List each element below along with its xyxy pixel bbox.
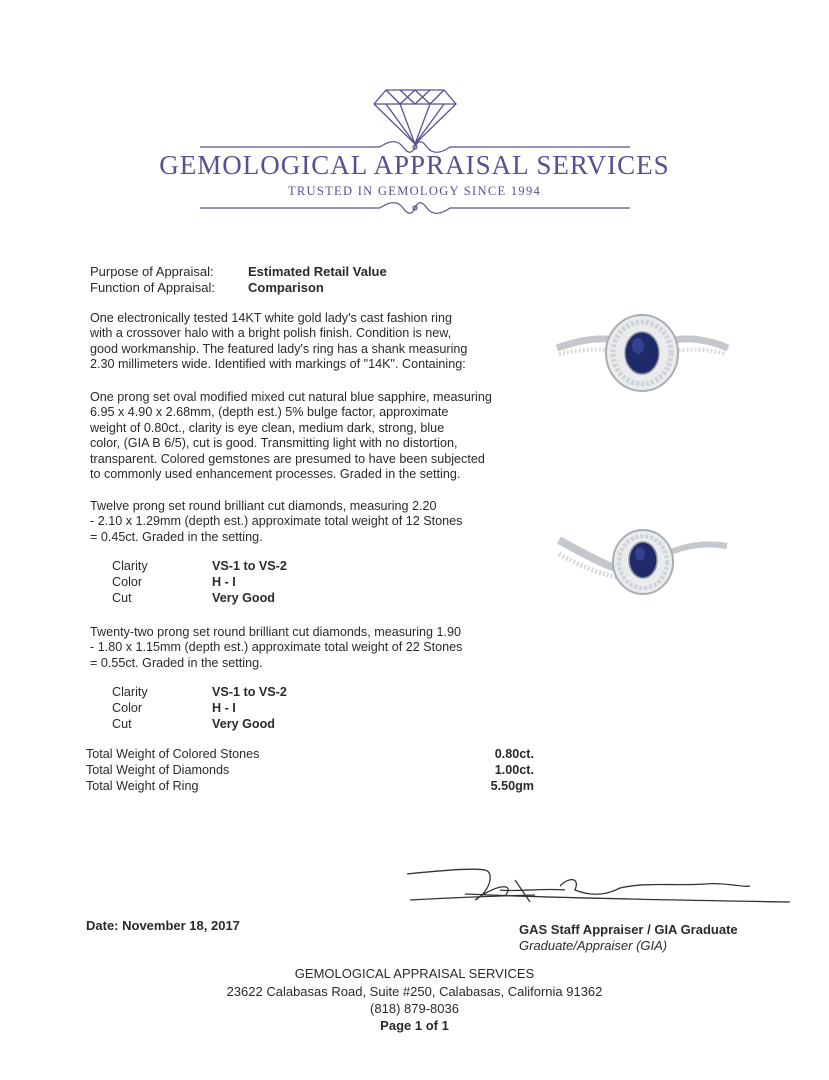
grade-row bbox=[112, 684, 412, 700]
grade-value: H - I bbox=[212, 575, 236, 589]
grade-value: VS-1 to VS-2 bbox=[212, 559, 287, 573]
total-value: 1.00ct. bbox=[494, 763, 534, 777]
ornament-bottom bbox=[200, 201, 630, 215]
text-line: 2.30 millimeters wide. Identified with markings of "14K". Containing: bbox=[90, 357, 466, 372]
grade-label: Cut bbox=[112, 717, 132, 731]
footer-address: 23622 Calabasas Road, Suite #250, Calabasas, California 91362 bbox=[226, 984, 603, 999]
text-line: = 0.55ct. Graded in the setting. bbox=[90, 655, 263, 670]
footer-phone: (818) 879-8036 bbox=[370, 1001, 459, 1016]
function-label: Function of Appraisal: bbox=[90, 280, 216, 295]
grade-row bbox=[112, 590, 412, 606]
grades-twentytwo bbox=[112, 684, 412, 734]
sapphire-description bbox=[90, 390, 540, 482]
total-label: Total Weight of Diamonds bbox=[86, 763, 230, 777]
text-line: One electronically tested 14KT white gold lady's cast fashion ring bbox=[90, 311, 452, 325]
text-line: color, (GIA B 6/5), cut is good. Transmitting light with no distortion, bbox=[90, 436, 458, 451]
page-number: Page 1 of 1 bbox=[380, 1018, 449, 1033]
footer-company: GEMOLOGICAL APPRAISAL SERVICES bbox=[294, 966, 535, 981]
appraiser-title: GAS Staff Appraiser / GIA Graduate bbox=[519, 922, 738, 937]
total-row bbox=[86, 763, 536, 779]
text-line: to commonly used enhancement processes. Graded in the setting. bbox=[90, 467, 461, 482]
company-name: GEMOLOGICAL APPRAISAL SERVICES bbox=[159, 150, 670, 180]
appraiser-signature bbox=[405, 862, 795, 917]
total-row bbox=[86, 747, 536, 763]
total-row bbox=[86, 779, 536, 795]
diamonds-twentytwo-description bbox=[90, 625, 540, 671]
text-line: weight of 0.80ct., clarity is eye clean, medium dark, strong, blue bbox=[90, 420, 445, 435]
grade-label: Color bbox=[112, 575, 143, 589]
text-line: Twenty-two prong set round brilliant cut diamonds, measuring 1.90 bbox=[90, 625, 462, 639]
grade-value: Very Good bbox=[212, 591, 275, 605]
totals bbox=[86, 747, 536, 797]
text-line: 6.95 x 4.90 x 2.68mm, (depth est.) 5% bulge factor, approximate bbox=[90, 405, 449, 420]
text-line: - 1.80 x 1.15mm (depth est.) approximate total weight of 22 Stones bbox=[90, 640, 463, 655]
grade-label: Clarity bbox=[112, 559, 148, 573]
appraisal-meta bbox=[90, 264, 490, 298]
grade-label: Cut bbox=[112, 591, 132, 605]
company-tagline: TRUSTED IN GEMOLOGY SINCE 1994 bbox=[287, 184, 542, 198]
text-line: transparent. Colored gemstones are presumed to have been subjected bbox=[90, 451, 485, 466]
diamond-icon bbox=[372, 86, 458, 148]
total-value: 5.50gm bbox=[490, 779, 534, 793]
text-line: good workmanship. The featured lady's ring has a shank measuring bbox=[90, 341, 468, 356]
purpose-row bbox=[90, 264, 490, 280]
grade-value: H - I bbox=[212, 701, 236, 715]
total-label: Total Weight of Colored Stones bbox=[86, 747, 260, 761]
function-row bbox=[90, 280, 490, 296]
total-value: 0.80ct. bbox=[494, 747, 534, 761]
grade-label: Color bbox=[112, 701, 143, 715]
ring-photo-side bbox=[555, 520, 730, 605]
text-line: = 0.45ct. Graded in the setting. bbox=[90, 529, 263, 544]
purpose-label: Purpose of Appraisal: bbox=[90, 264, 214, 279]
grade-row bbox=[112, 700, 412, 716]
ring-photo-top bbox=[555, 308, 730, 398]
text-line: - 2.10 x 1.29mm (depth est.) approximate total weight of 12 Stones bbox=[90, 514, 463, 529]
grade-label: Clarity bbox=[112, 685, 148, 699]
grade-row bbox=[112, 558, 412, 574]
text-line: One prong set oval modified mixed cut natural blue sapphire, measuring bbox=[90, 390, 492, 404]
appraisal-date: Date: November 18, 2017 bbox=[86, 918, 240, 933]
ring-description bbox=[90, 311, 540, 373]
grade-value: Very Good bbox=[212, 717, 275, 731]
grades-twelve bbox=[112, 558, 412, 608]
appraiser-subtitle: Graduate/Appraiser (GIA) bbox=[519, 938, 668, 953]
text-line: Twelve prong set round brilliant cut diamonds, measuring 2.20 bbox=[90, 499, 437, 513]
grade-row bbox=[112, 716, 412, 732]
grade-value: VS-1 to VS-2 bbox=[212, 685, 287, 699]
diamonds-twelve-description bbox=[90, 499, 540, 545]
purpose-value: Estimated Retail Value bbox=[248, 264, 387, 279]
function-value: Comparison bbox=[248, 280, 324, 295]
text-line: with a crossover halo with a bright polish finish. Condition is new, bbox=[90, 326, 452, 341]
total-label: Total Weight of Ring bbox=[86, 779, 199, 793]
grade-row bbox=[112, 574, 412, 590]
